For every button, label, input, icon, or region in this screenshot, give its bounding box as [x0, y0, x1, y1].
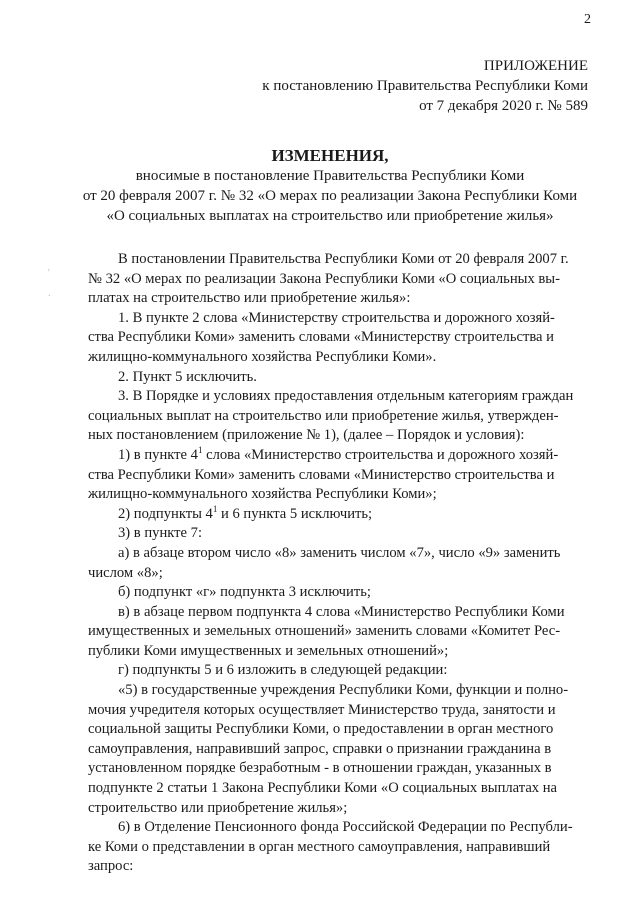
body-paragraph-subitem-g	[88, 661, 588, 681]
body-line: имущественных и земельных отношений» заменить словами «Комитет Рес-	[88, 623, 561, 640]
body-line: строительство или приобретение жилья»;	[88, 799, 348, 816]
body-paragraph-new-item-5	[88, 681, 588, 818]
body-line: 3. В Порядке и условиях предоставления отдельным категориям граждан	[118, 388, 574, 405]
body-line: ных постановлением (приложение № 1), (далее – Порядок и условия):	[88, 427, 525, 444]
body-line: ства Республики Коми» заменить словами «Министерство строительства и	[88, 466, 555, 483]
body-line: социальных выплат на строительство или приобретение жилья, утвержден-	[88, 407, 559, 424]
body-line: 3) в пункте 7:	[118, 525, 203, 542]
body-line: 6) в Отделение Пенсионного фонда Российской Федерации по Республи-	[118, 819, 573, 836]
body-line: б) подпункт «г» подпункта 3 исключить;	[118, 584, 371, 601]
appendix-resolution-date: от 7 декабря 2020 г. № 589	[419, 98, 588, 114]
subtitle-line-1: вносимые в постановление Правительства Республики Коми	[135, 168, 525, 184]
body-line: мочия учредителя которых осуществляет Министерство труда, занятости и	[88, 701, 556, 718]
body-line: 1. В пункте 2 слова «Министерству строительства и дорожного хозяй-	[118, 309, 555, 326]
body-line: публики Коми имущественных и земельных отношений»;	[88, 642, 449, 659]
body-paragraph-item-2	[88, 368, 588, 388]
body-paragraph-new-item-6	[88, 818, 588, 877]
body-paragraph-item-1	[88, 309, 588, 368]
body-line: платах на строительство или приобретение жилья»:	[88, 290, 411, 307]
body-paragraph-subitem-3	[88, 524, 588, 544]
body-line: «5) в государственные учреждения Республики Коми, функции и полно-	[118, 682, 569, 699]
margin-mark: '	[48, 268, 50, 279]
subtitle-line-3: «О социальных выплатах на строительство или приобретение жилья»	[106, 208, 554, 224]
body-line: жилищно-коммунального хозяйства Республики Коми»;	[88, 486, 437, 503]
superscript: 1	[197, 445, 203, 456]
body-line: г) подпункты 5 и 6 изложить в следующей редакции:	[118, 662, 448, 679]
document-body	[88, 250, 588, 877]
body-paragraph-subitem-b	[88, 583, 588, 603]
body-paragraph-intro	[88, 250, 588, 309]
body-text-span: слова «Министерство строительства и дорожного хозяй-	[202, 446, 559, 463]
subtitle-line-2: от 20 февраля 2007 г. № 32 «О мерах по реализации Закона Республики Коми	[82, 188, 578, 204]
body-line: № 32 «О мерах по реализации Закона Республики Коми «О социальных вы-	[88, 270, 560, 287]
body-line: запрос:	[88, 858, 134, 875]
document-title: ИЗМЕНЕНИЯ,	[271, 146, 389, 165]
body-line: социальной защиты Республики Коми, о предоставлении в орган местного	[88, 721, 554, 738]
appendix-header	[262, 56, 588, 116]
body-text-span: 2) подпункты 4	[118, 505, 213, 522]
body-paragraph-item-3	[88, 387, 588, 446]
body-line: в) в абзаце первом подпункта 4 слова «Министерство Республики Коми	[118, 603, 565, 620]
body-line: жилищно-коммунального хозяйства Республики Коми».	[88, 348, 437, 365]
appendix-label: ПРИЛОЖЕНИЕ	[483, 58, 588, 74]
superscript: 1	[212, 503, 218, 514]
body-line: В постановлении Правительства Республики Коми от 20 февраля 2007 г.	[118, 251, 569, 267]
appendix-resolution-ref: к постановлению Правительства Республики Коми	[262, 78, 588, 94]
body-line: подпункте 2 статьи 1 Закона Республики Коми «О социальных выплатах на	[88, 780, 558, 797]
body-line: числом «8»;	[88, 564, 163, 581]
body-line: 2. Пункт 5 исключить.	[118, 368, 257, 385]
body-paragraph-subitem-a	[88, 544, 588, 583]
body-line: ке Коми о представлении в орган местного самоуправления, направивший	[88, 838, 551, 855]
body-line	[88, 505, 588, 525]
body-line: самоуправления, направивший запрос, справки о признании гражданина в	[88, 740, 552, 757]
body-paragraph-subitem-v	[88, 603, 588, 662]
margin-mark: .	[48, 288, 51, 299]
body-paragraph-subitem-1	[88, 446, 588, 505]
body-text-span: и 6 пункта 5 исключить;	[217, 505, 373, 522]
body-line: а) в абзаце втором число «8» заменить числом «7», число «9» заменить	[118, 544, 561, 561]
body-line: установленном порядке безработным - в отношении граждан, указанных в	[88, 760, 552, 777]
page-number: 2	[584, 12, 591, 27]
body-paragraph-subitem-2	[88, 505, 588, 525]
body-text-span: 1) в пункте 4	[118, 446, 198, 463]
body-line: ства Республики Коми» заменить словами «Министерству строительства и	[88, 329, 554, 346]
body-line	[88, 446, 588, 466]
title-block	[60, 146, 600, 226]
